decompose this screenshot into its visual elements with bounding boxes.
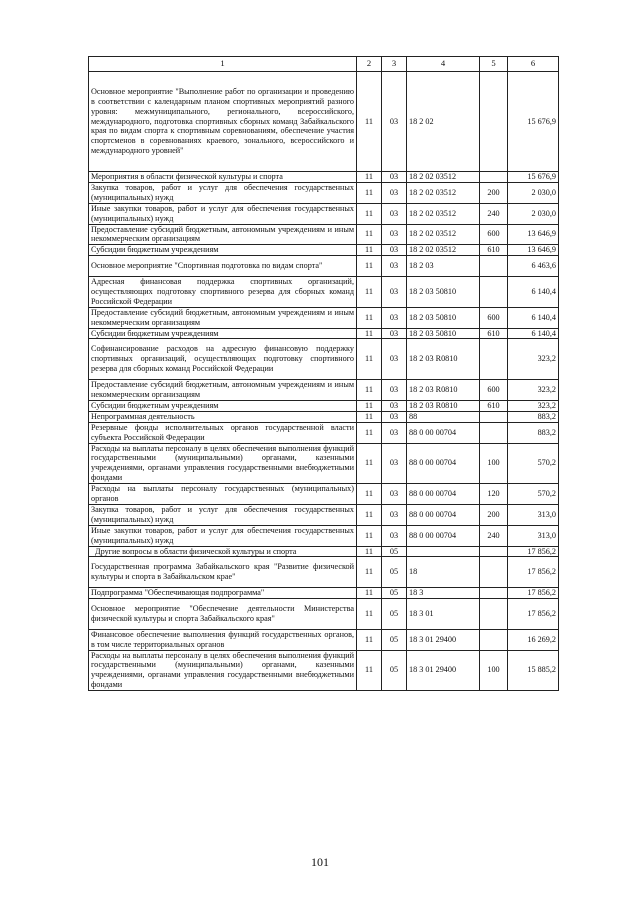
row-description-cell: Иные закупки товаров, работ и услуг для обеспечения государственных (муниципальных) нужд: [89, 525, 357, 546]
target-article-code-cell: 88 0 00 00704: [407, 443, 480, 484]
table-header-row: [89, 57, 559, 72]
row-description-cell: Иные закупки товаров, работ и услуг для обеспечения государственных (муниципальных) нужд: [89, 203, 357, 224]
section-code-cell: 11: [357, 245, 382, 256]
table-row: [89, 546, 559, 557]
row-description-cell: Расходы на выплаты персоналу государственных (муниципальных) органов: [89, 484, 357, 505]
page-number: 101: [311, 855, 329, 869]
target-article-code-cell: 18 2 02 03512: [407, 245, 480, 256]
target-article-code-cell: 18 3: [407, 588, 480, 599]
section-code-cell: 11: [357, 422, 382, 443]
expense-type-code-cell: 200: [480, 182, 508, 203]
subsection-code-cell: 03: [382, 411, 407, 422]
row-description-cell: Непрограммная деятельность: [89, 411, 357, 422]
target-article-code-cell: 18 2 03 50810: [407, 328, 480, 339]
table-row: [89, 203, 559, 224]
section-code-cell: 11: [357, 328, 382, 339]
subsection-code-cell: 05: [382, 599, 407, 630]
section-code-cell: 11: [357, 400, 382, 411]
expense-type-code-cell: [480, 599, 508, 630]
table-row: [89, 484, 559, 505]
expense-type-code-cell: 240: [480, 203, 508, 224]
table-row: [89, 224, 559, 245]
target-article-code-cell: 18 2 03: [407, 256, 480, 277]
amount-cell: 17 856,2: [508, 546, 559, 557]
subsection-code-cell: 03: [382, 182, 407, 203]
target-article-code-cell: 18 3 01 29400: [407, 650, 480, 691]
expense-type-code-cell: 600: [480, 224, 508, 245]
subsection-code-cell: 03: [382, 504, 407, 525]
amount-cell: 17 856,2: [508, 599, 559, 630]
expense-type-code-cell: 610: [480, 328, 508, 339]
section-code-cell: 11: [357, 182, 382, 203]
section-code-cell: 11: [357, 629, 382, 650]
subsection-code-cell: 03: [382, 525, 407, 546]
target-article-code-cell: 18: [407, 557, 480, 588]
row-description-cell: Предоставление субсидий бюджетным, автономным учреждениям и иным некоммерческим организациям: [89, 380, 357, 401]
target-article-code-cell: 18 2 02 03512: [407, 224, 480, 245]
expense-type-code-cell: 120: [480, 484, 508, 505]
header-cell: 3: [382, 57, 407, 72]
table-row: [89, 307, 559, 328]
expense-type-code-cell: [480, 422, 508, 443]
section-code-cell: 11: [357, 650, 382, 691]
expense-type-code-cell: [480, 629, 508, 650]
subsection-code-cell: 03: [382, 339, 407, 380]
header-cell: 5: [480, 57, 508, 72]
section-code-cell: 11: [357, 411, 382, 422]
table-row: [89, 443, 559, 484]
section-code-cell: 11: [357, 525, 382, 546]
table-row: [89, 182, 559, 203]
amount-cell: 883,2: [508, 411, 559, 422]
expense-type-code-cell: 600: [480, 307, 508, 328]
row-description-cell: Резервные фонды исполнительных органов государственной власти субъекта Российской Федерации: [89, 422, 357, 443]
amount-cell: 570,2: [508, 484, 559, 505]
target-article-code-cell: 88 0 00 00704: [407, 504, 480, 525]
amount-cell: 6 140,4: [508, 307, 559, 328]
table-row: [89, 525, 559, 546]
target-article-code-cell: 18 2 03 50810: [407, 277, 480, 308]
expense-type-code-cell: [480, 411, 508, 422]
section-code-cell: 11: [357, 588, 382, 599]
amount-cell: 570,2: [508, 443, 559, 484]
amount-cell: 13 646,9: [508, 224, 559, 245]
row-description-cell: Закупка товаров, работ и услуг для обеспечения государственных (муниципальных) нужд: [89, 504, 357, 525]
amount-cell: 6 463,6: [508, 256, 559, 277]
table-row: [89, 400, 559, 411]
target-article-code-cell: 88 0 00 00704: [407, 525, 480, 546]
amount-cell: 6 140,4: [508, 328, 559, 339]
header-cell: 6: [508, 57, 559, 72]
section-code-cell: 11: [357, 443, 382, 484]
table-row: [89, 629, 559, 650]
section-code-cell: 11: [357, 546, 382, 557]
amount-cell: 2 030,0: [508, 182, 559, 203]
expense-type-code-cell: 610: [480, 400, 508, 411]
table-row: [89, 72, 559, 172]
table-row: [89, 245, 559, 256]
table-row: [89, 650, 559, 691]
subsection-code-cell: 05: [382, 650, 407, 691]
expense-type-code-cell: [480, 72, 508, 172]
target-article-code-cell: 18 3 01 29400: [407, 629, 480, 650]
section-code-cell: 11: [357, 504, 382, 525]
expense-type-code-cell: 200: [480, 504, 508, 525]
expense-type-code-cell: [480, 546, 508, 557]
table-row: [89, 411, 559, 422]
table-row: [89, 328, 559, 339]
subsection-code-cell: 03: [382, 245, 407, 256]
row-description-cell: Основное мероприятие "Обеспечение деятельности Министерства физической культуры и спорта Забайкальского края": [89, 599, 357, 630]
amount-cell: 2 030,0: [508, 203, 559, 224]
expense-type-code-cell: [480, 256, 508, 277]
target-article-code-cell: 88 0 00 00704: [407, 422, 480, 443]
amount-cell: 16 269,2: [508, 629, 559, 650]
amount-cell: 15 676,9: [508, 172, 559, 183]
subsection-code-cell: 05: [382, 588, 407, 599]
section-code-cell: 11: [357, 484, 382, 505]
amount-cell: 15 885,2: [508, 650, 559, 691]
header-cell: 2: [357, 57, 382, 72]
amount-cell: 323,2: [508, 400, 559, 411]
row-description-cell: Подпрограмма "Обеспечивающая подпрограмма": [89, 588, 357, 599]
expense-type-code-cell: [480, 339, 508, 380]
subsection-code-cell: 05: [382, 546, 407, 557]
expense-type-code-cell: 600: [480, 380, 508, 401]
row-description-cell: Расходы на выплаты персоналу в целях обеспечения выполнения функций государственными (муниципальными) органами, казенными учреждениями, органами управления государственными внебюджетными фондами: [89, 443, 357, 484]
target-article-code-cell: 18 2 02: [407, 72, 480, 172]
amount-cell: 313,0: [508, 525, 559, 546]
subsection-code-cell: 03: [382, 400, 407, 411]
table-row: [89, 172, 559, 183]
expense-type-code-cell: [480, 588, 508, 599]
amount-cell: 15 676,9: [508, 72, 559, 172]
expense-type-code-cell: 610: [480, 245, 508, 256]
expense-type-code-cell: 100: [480, 650, 508, 691]
amount-cell: 13 646,9: [508, 245, 559, 256]
subsection-code-cell: 03: [382, 380, 407, 401]
subsection-code-cell: 03: [382, 328, 407, 339]
table-row: [89, 277, 559, 308]
target-article-code-cell: 18 2 03 R0810: [407, 380, 480, 401]
header-cell: 1: [89, 57, 357, 72]
subsection-code-cell: 03: [382, 172, 407, 183]
subsection-code-cell: 05: [382, 629, 407, 650]
section-code-cell: 11: [357, 172, 382, 183]
table-row: [89, 588, 559, 599]
budget-table-sheet: [88, 56, 558, 691]
section-code-cell: 11: [357, 557, 382, 588]
section-code-cell: 11: [357, 203, 382, 224]
expense-type-code-cell: [480, 557, 508, 588]
section-code-cell: 11: [357, 380, 382, 401]
table-body: [89, 57, 559, 691]
subsection-code-cell: 03: [382, 443, 407, 484]
row-description-cell: Другие вопросы в области физической культуры и спорта: [89, 546, 357, 557]
amount-cell: 17 856,2: [508, 557, 559, 588]
section-code-cell: 11: [357, 72, 382, 172]
row-description-cell: Предоставление субсидий бюджетным, автономным учреждениям и иным некоммерческим организациям: [89, 224, 357, 245]
amount-cell: 323,2: [508, 380, 559, 401]
table-row: [89, 557, 559, 588]
target-article-code-cell: [407, 546, 480, 557]
section-code-cell: 11: [357, 599, 382, 630]
target-article-code-cell: 88: [407, 411, 480, 422]
amount-cell: 17 856,2: [508, 588, 559, 599]
row-description-cell: Мероприятия в области физической культуры и спорта: [89, 172, 357, 183]
row-description-cell: Основное мероприятие "Выполнение работ по организации и проведению в соответствии с календарным планом спортивных мероприятий разного уровня: межмуниципального, регионального, всероссийского, международного, подготовка спортивных сборных команд Забайкальского края по видам спорта к спортивным соревнованиям, обеспечение участия спортсменов в соревнованиях краевого, зонального, всероссийского и международного уровней": [89, 72, 357, 172]
target-article-code-cell: 18 2 03 R0810: [407, 339, 480, 380]
row-description-cell: Субсидии бюджетным учреждениям: [89, 245, 357, 256]
subsection-code-cell: 05: [382, 557, 407, 588]
subsection-code-cell: 03: [382, 224, 407, 245]
table-row: [89, 339, 559, 380]
subsection-code-cell: 03: [382, 277, 407, 308]
row-description-cell: Софинансирование расходов на адресную финансовую поддержку спортивных организаций, осуществляющих подготовку спортивного резерва для сборных команд Российской Федерации: [89, 339, 357, 380]
expense-type-code-cell: [480, 277, 508, 308]
target-article-code-cell: 18 2 03 50810: [407, 307, 480, 328]
table-row: [89, 256, 559, 277]
amount-cell: 883,2: [508, 422, 559, 443]
section-code-cell: 11: [357, 256, 382, 277]
table-row: [89, 380, 559, 401]
expense-type-code-cell: [480, 172, 508, 183]
target-article-code-cell: 18 2 02 03512: [407, 172, 480, 183]
section-code-cell: 11: [357, 339, 382, 380]
amount-cell: 323,2: [508, 339, 559, 380]
subsection-code-cell: 03: [382, 203, 407, 224]
expense-type-code-cell: 240: [480, 525, 508, 546]
subsection-code-cell: 03: [382, 307, 407, 328]
row-description-cell: Расходы на выплаты персоналу в целях обеспечения выполнения функций государственными (муниципальными) органами, казенными учреждениями, органами управления государственными внебюджетными фондами: [89, 650, 357, 691]
section-code-cell: 11: [357, 224, 382, 245]
table-row: [89, 504, 559, 525]
row-description-cell: Субсидии бюджетным учреждениям: [89, 400, 357, 411]
row-description-cell: Основное мероприятие "Спортивная подготовка по видам спорта": [89, 256, 357, 277]
row-description-cell: Государственная программа Забайкальского края "Развитие физической культуры и спорта в Забайкальском крае": [89, 557, 357, 588]
budget-table: [88, 56, 559, 691]
row-description-cell: Адресная финансовая поддержка спортивных организаций, осуществляющих подготовку спортивного резерва для сборных команд Российской Федерации: [89, 277, 357, 308]
target-article-code-cell: 18 2 02 03512: [407, 182, 480, 203]
amount-cell: 313,0: [508, 504, 559, 525]
subsection-code-cell: 03: [382, 484, 407, 505]
table-row: [89, 599, 559, 630]
header-cell: 4: [407, 57, 480, 72]
row-description-cell: Финансовое обеспечение выполнения функций государственных органов, в том числе территориальных органов: [89, 629, 357, 650]
target-article-code-cell: 18 2 03 R0810: [407, 400, 480, 411]
row-description-cell: Субсидии бюджетным учреждениям: [89, 328, 357, 339]
target-article-code-cell: 18 2 02 03512: [407, 203, 480, 224]
subsection-code-cell: 03: [382, 72, 407, 172]
expense-type-code-cell: 100: [480, 443, 508, 484]
subsection-code-cell: 03: [382, 422, 407, 443]
section-code-cell: 11: [357, 277, 382, 308]
target-article-code-cell: 88 0 00 00704: [407, 484, 480, 505]
row-description-cell: Предоставление субсидий бюджетным, автономным учреждениям и иным некоммерческим организациям: [89, 307, 357, 328]
amount-cell: 6 140,4: [508, 277, 559, 308]
section-code-cell: 11: [357, 307, 382, 328]
subsection-code-cell: 03: [382, 256, 407, 277]
target-article-code-cell: 18 3 01: [407, 599, 480, 630]
row-description-cell: Закупка товаров, работ и услуг для обеспечения государственных (муниципальных) нужд: [89, 182, 357, 203]
table-row: [89, 422, 559, 443]
